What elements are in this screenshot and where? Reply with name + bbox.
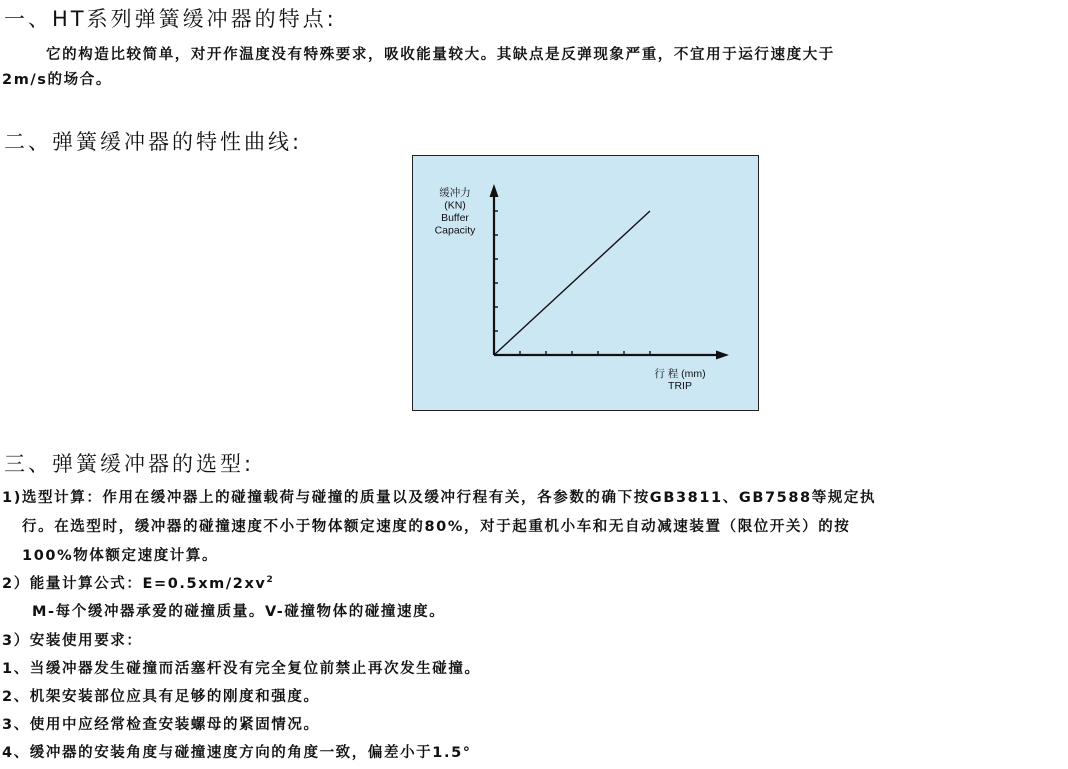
energy-formula-line — [2, 572, 273, 593]
y-axis-label: (KN) — [444, 199, 466, 212]
energy-formula-legend: M-每个缓冲器承爱的碰撞质量。V-碰撞物体的碰撞速度。 — [32, 604, 446, 620]
install-requirements-title: 3）安装使用要求： — [2, 633, 143, 649]
energy-formula-exponent: 2 — [266, 575, 273, 585]
x-axis-label: 行 程 (mm) — [654, 368, 706, 380]
selection-calc-line1: 1)选型计算：作用在缓冲器上的碰撞载荷与碰撞的质量以及缓冲行程有关，各参数的确下按GB3811、GB7588等规定执 — [2, 490, 877, 506]
install-requirement-4: 4、缓冲器的安装角度与碰撞速度方向的角度一致，偏差小于1.5° — [2, 745, 472, 761]
section1-heading: 一、HT系列弹簧缓冲器的特点: — [4, 7, 337, 31]
y-axis-label: Capacity — [434, 224, 476, 237]
energy-formula-text: 2）能量计算公式：E=0.5xm/2xv — [2, 576, 267, 592]
selection-calc-line2: 行。在选型时，缓冲器的碰撞速度不小于物体额定速度的80%，对于起重机小车和无自动减速装置（限位开关）的按 — [22, 519, 851, 535]
install-requirement-3: 3、使用中应经常检查安装螺母的紧固情况。 — [2, 717, 320, 733]
chart-svg — [413, 156, 758, 410]
y-axis-arrow — [490, 184, 499, 197]
install-requirement-1: 1、当缓冲器发生碰撞而活塞杆没有完全复位前禁止再次发生碰撞。 — [2, 661, 481, 677]
section3-heading: 三、弹簧缓冲器的选型: — [4, 452, 255, 476]
characteristic-curve-chart — [412, 155, 759, 411]
section1-paragraph-line2: 2m/s的场合。 — [2, 72, 112, 88]
series-line — [494, 211, 650, 355]
section2-heading: 二、弹簧缓冲器的特性曲线: — [4, 130, 303, 154]
y-axis-label: 缓冲力 — [439, 187, 471, 199]
selection-calc-line3: 100%物体额定速度计算。 — [22, 548, 219, 564]
x-axis-arrow — [716, 351, 729, 360]
x-axis-label: TRIP — [668, 380, 692, 392]
section1-paragraph-line1: 它的构造比较简单，对开作温度没有特殊要求，吸收能量较大。其缺点是反弹现象严重，不宜用于运行速度大于 — [46, 47, 835, 63]
y-axis-label: Buffer — [441, 212, 469, 224]
install-requirement-2: 2、机架安装部位应具有足够的刚度和强度。 — [2, 689, 320, 705]
